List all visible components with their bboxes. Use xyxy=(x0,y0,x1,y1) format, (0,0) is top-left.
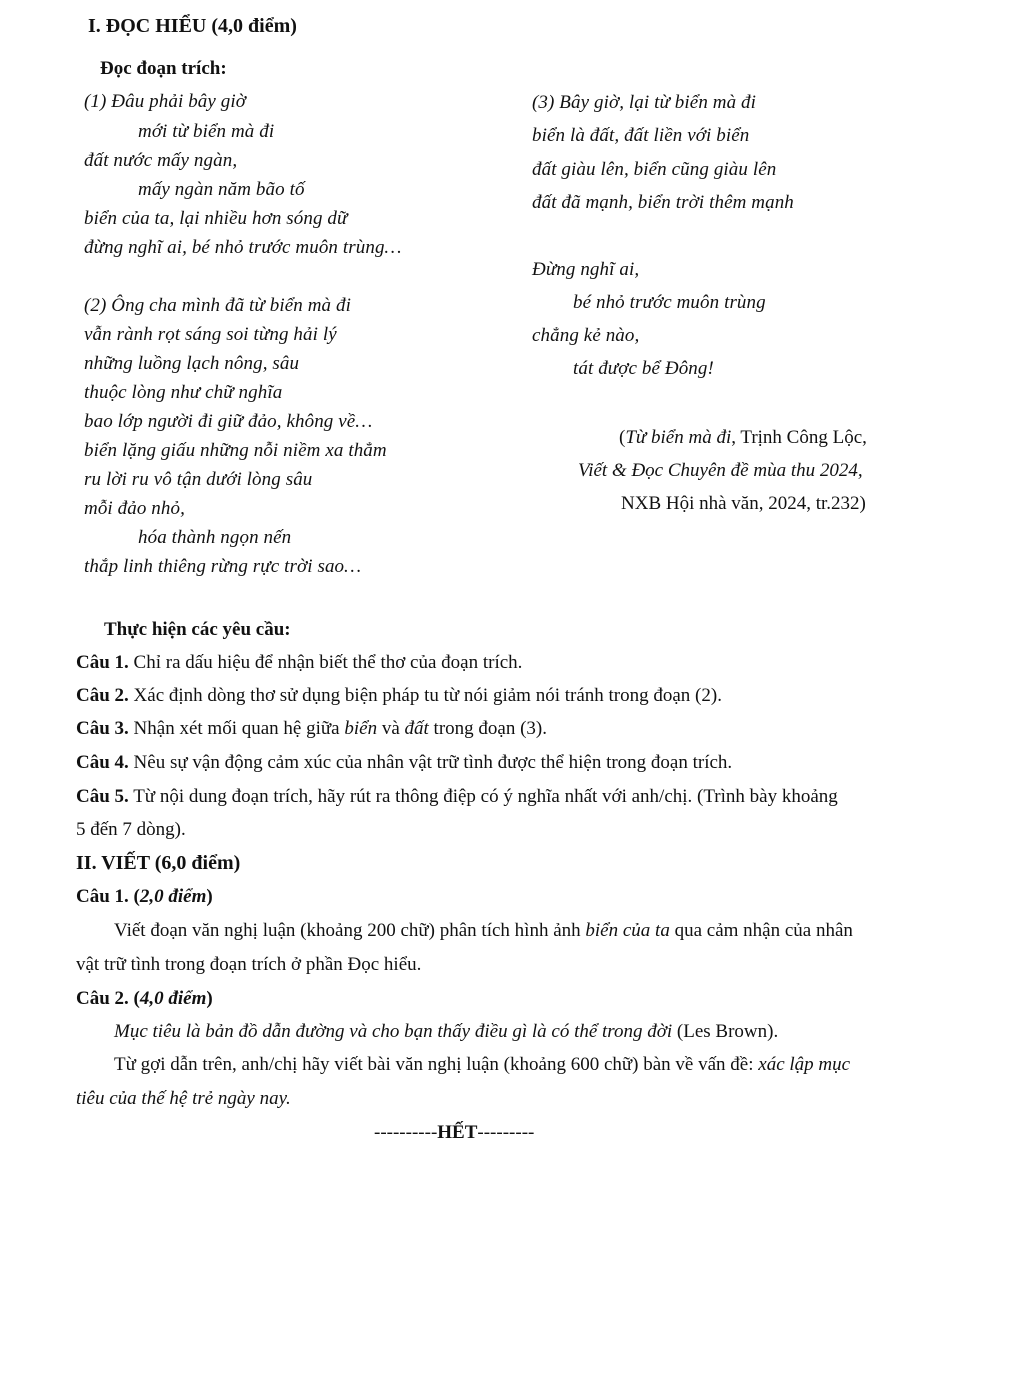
poem-line: thuộc lòng như chữ nghĩa xyxy=(84,382,283,403)
poem-line: vẫn rành rọt sáng soi từng hải lý xyxy=(84,324,337,345)
writing-question-1-heading: Câu 1. (2,0 điểm) xyxy=(76,886,213,907)
writing-question-2-line-3: tiêu của thế hệ trẻ ngày nay. xyxy=(76,1088,291,1109)
writing-question-1-line-1: Viết đoạn văn nghị luận (khoảng 200 chữ) phân tích hình ảnh biển của ta qua cảm nhận của nhân xyxy=(114,920,853,941)
writing-question-2-heading: Câu 2. (4,0 điểm) xyxy=(76,988,213,1009)
end-marker: ----------HẾT--------- xyxy=(374,1122,535,1143)
poem-line: hóa thành ngọn nến xyxy=(138,527,292,548)
writing-question-2-quote: Mục tiêu là bản đồ dẫn đường và cho bạn thấy điều gì là có thể trong đời (Les Brown). xyxy=(114,1021,779,1042)
poem-line: mấy ngàn năm bão tố xyxy=(138,179,305,200)
tasks-label: Thực hiện các yêu cầu: xyxy=(104,619,291,640)
poem-line: những luồng lạch nông, sâu xyxy=(84,353,300,374)
question-5-continued: 5 đến 7 dòng). xyxy=(76,819,186,840)
poem-line: đất nước mấy ngàn, xyxy=(84,150,238,171)
section-1-heading: I. ĐỌC HIỂU (4,0 điểm) xyxy=(88,15,297,37)
section-2-heading: II. VIẾT (6,0 điểm) xyxy=(76,852,241,874)
poem-line: Đừng nghĩ ai, xyxy=(532,259,640,280)
question-3: Câu 3. Nhận xét mối quan hệ giữa biển và đất trong đoạn (3). xyxy=(76,718,547,739)
question-2: Câu 2. Xác định dòng thơ sử dụng biện pháp tu từ nói giảm nói tránh trong đoạn (2). xyxy=(76,685,722,706)
citation-line-2: Viết & Đọc Chuyên đề mùa thu 2024, xyxy=(578,460,863,481)
poem-line: đất giàu lên, biển cũng giàu lên xyxy=(532,159,777,180)
poem-line: chẳng kẻ nào, xyxy=(532,325,640,346)
poem-line: đừng nghĩ ai, bé nhỏ trước muôn trùng… xyxy=(84,237,402,258)
read-excerpt-label: Đọc đoạn trích: xyxy=(100,58,227,79)
poem-line: đất đã mạnh, biển trời thêm mạnh xyxy=(532,192,794,213)
poem-line: biển lặng giấu những nỗi niềm xa thẳm xyxy=(84,440,387,461)
poem-line: biển là đất, đất liền với biển xyxy=(532,125,750,146)
question-1: Câu 1. Chỉ ra dấu hiệu để nhận biết thể thơ của đoạn trích. xyxy=(76,652,523,673)
question-5: Câu 5. Từ nội dung đoạn trích, hãy rút ra thông điệp có ý nghĩa nhất với anh/chị. (Trình bày khoảng xyxy=(76,786,838,807)
poem-line: thắp linh thiêng rừng rực trời sao… xyxy=(84,556,362,577)
poem-line: ru lời ru vô tận dưới lòng sâu xyxy=(84,469,313,490)
poem-line: tát được bể Đông! xyxy=(573,358,714,379)
poem-line: bé nhỏ trước muôn trùng xyxy=(573,292,766,313)
citation-title: Từ biển mà đi xyxy=(625,427,732,448)
poem-line: mỗi đảo nhỏ, xyxy=(84,498,185,519)
writing-question-1-line-2: vật trữ tình trong đoạn trích ở phần Đọc hiểu. xyxy=(76,954,422,975)
poem-line: (3) Bây giờ, lại từ biển mà đi xyxy=(532,92,757,113)
poem-line: (1) Đâu phải bây giờ xyxy=(84,91,247,112)
citation-line-1: (Từ biển mà đi, Trịnh Công Lộc, xyxy=(619,427,867,448)
poem-line: bao lớp người đi giữ đảo, không về… xyxy=(84,411,373,432)
citation-line-3: NXB Hội nhà văn, 2024, tr.232) xyxy=(621,493,866,514)
question-4: Câu 4. Nêu sự vận động cảm xúc của nhân vật trữ tình được thể hiện trong đoạn trích. xyxy=(76,752,733,773)
poem-line: biển của ta, lại nhiều hơn sóng dữ xyxy=(84,208,348,229)
poem-line: (2) Ông cha mình đã từ biển mà đi xyxy=(84,295,351,316)
poem-line: mới từ biển mà đi xyxy=(138,121,275,142)
writing-question-2-line-2: Từ gợi dẫn trên, anh/chị hãy viết bài văn nghị luận (khoảng 600 chữ) bàn về vấn đề: xác lập mục xyxy=(114,1054,851,1075)
